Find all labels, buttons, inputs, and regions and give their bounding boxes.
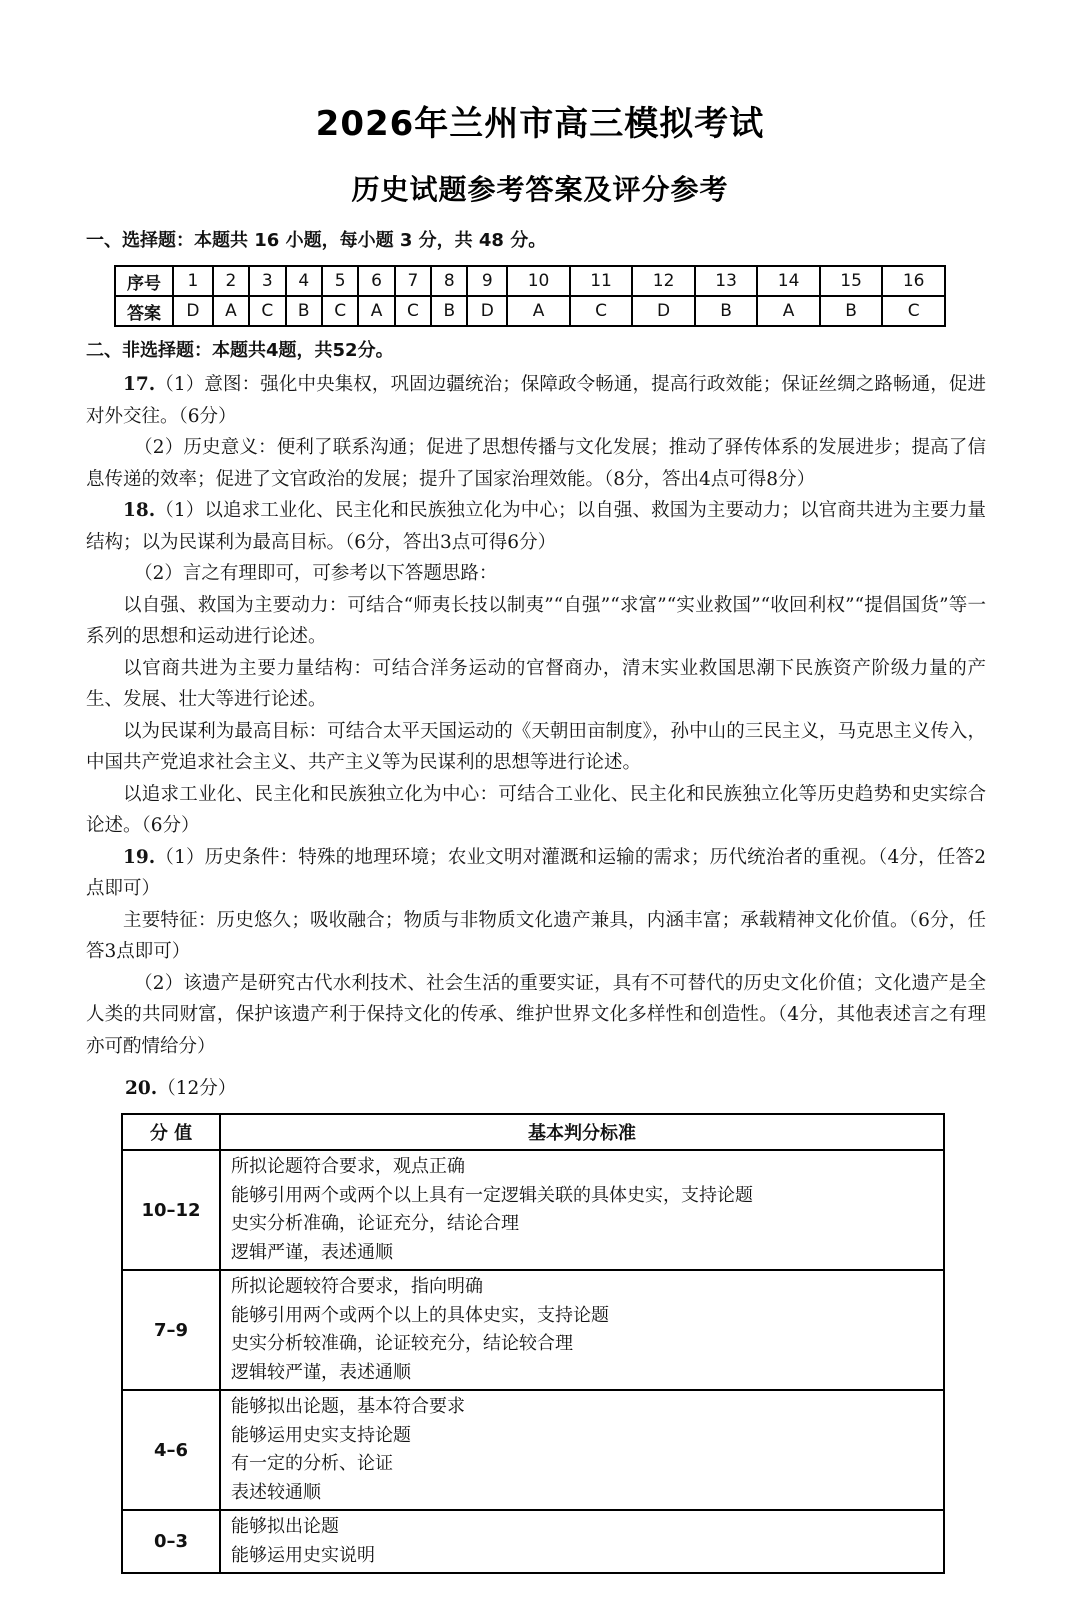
rubric-score: 0–3 bbox=[122, 1510, 220, 1573]
criteria-line: 史实分析准确，论证充分，结论合理 bbox=[231, 1213, 519, 1234]
q20-scoring-rubric-table bbox=[121, 1113, 945, 1574]
rubric-row bbox=[122, 1390, 944, 1510]
question-number: 15 bbox=[820, 266, 883, 296]
criteria-line: 所拟论题较符合要求，指向明确 bbox=[231, 1276, 483, 1297]
rubric-row bbox=[122, 1510, 944, 1573]
q20-heading bbox=[125, 1074, 236, 1100]
question-number: 13 bbox=[695, 266, 758, 296]
question-number: 8 bbox=[431, 266, 467, 296]
rubric-criteria bbox=[220, 1270, 944, 1390]
q19-part1-text: （1）历史条件：特殊的地理环境；农业文明对灌溉和运输的需求；历代统治者的重视。（4分，任答2点即可） bbox=[86, 846, 986, 899]
answer-cell: B bbox=[431, 296, 467, 326]
row-label-number: 序号 bbox=[115, 266, 173, 296]
q18-point-motive: 以自强、救国为主要动力：可结合“师夷长技以制夷”“自强”“求富”“实业救国”“收回利权”“提倡国货”等一系列的思想和运动进行论述。 bbox=[86, 594, 986, 647]
question-number: 11 bbox=[570, 266, 633, 296]
section-1-heading: 一、选择题：本题共 16 小题，每小题 3 分，共 48 分。 bbox=[86, 230, 547, 251]
question-number: 9 bbox=[467, 266, 507, 296]
q19-part2: （2）该遗产是研究古代水利技术、社会生活的重要实证，具有不可替代的历史文化价值；文化遗产是全人类的共同财富，保护该遗产利于保持文化的传承、维护世界文化多样性和创造性。（4分，其他表述言之有理亦可酌情给分） bbox=[86, 972, 986, 1057]
rubric-score: 4–6 bbox=[122, 1390, 220, 1510]
answer-cell: A bbox=[757, 296, 820, 326]
question-number: 1 bbox=[173, 266, 213, 296]
answer-cell: B bbox=[820, 296, 883, 326]
rubric-criteria bbox=[220, 1390, 944, 1510]
criteria-line: 所拟论题符合要求，观点正确 bbox=[231, 1156, 465, 1177]
answer-cell: D bbox=[632, 296, 695, 326]
rubric-score: 10–12 bbox=[122, 1150, 220, 1270]
q19-part1 bbox=[86, 842, 986, 905]
rubric-criteria bbox=[220, 1150, 944, 1270]
q17-part1-text: （1）意图：强化中央集权，巩固边疆统治；保障政令畅通，提高行政效能；保证丝绸之路畅通，促进对外交往。（6分） bbox=[86, 374, 986, 427]
criteria-line: 有一定的分析、论证 bbox=[231, 1453, 393, 1474]
q18-part1 bbox=[86, 495, 986, 558]
rubric-header-criteria: 基本判分标准 bbox=[220, 1114, 944, 1150]
criteria-line: 能够拟出论题，基本符合要求 bbox=[231, 1396, 465, 1417]
question-number: 4 bbox=[286, 266, 322, 296]
q20-points: （12分） bbox=[157, 1078, 237, 1099]
q18-point-center: 以追求工业化、民主化和民族独立化为中心：可结合工业化、民主化和民族独立化等历史趋势和史实综合论述。（6分） bbox=[86, 783, 986, 836]
q19-features: 主要特征：历史悠久；吸收融合；物质与非物质文化遗产兼具，内涵丰富；承载精神文化价值。（6分，任答3点即可） bbox=[86, 909, 986, 962]
q17-number: 17. bbox=[123, 374, 156, 395]
question-number: 3 bbox=[249, 266, 286, 296]
question-number: 2 bbox=[213, 266, 249, 296]
answer-cell: C bbox=[570, 296, 633, 326]
q18-part2: （2）言之有理即可，可参考以下答题思路： bbox=[134, 563, 498, 584]
rubric-header-score: 分 值 bbox=[122, 1114, 220, 1150]
criteria-line: 能够引用两个或两个以上具有一定逻辑关联的具体史实，支持论题 bbox=[231, 1184, 753, 1206]
q18-number: 18. bbox=[123, 500, 156, 521]
page-subtitle: 历史试题参考答案及评分参考 bbox=[351, 173, 729, 206]
question-number: 12 bbox=[632, 266, 695, 296]
rubric-row bbox=[122, 1150, 944, 1270]
criteria-line: 逻辑较严谨，表述通顺 bbox=[231, 1361, 411, 1383]
question-number: 5 bbox=[322, 266, 359, 296]
answer-cell: C bbox=[249, 296, 286, 326]
answer-cell: B bbox=[695, 296, 758, 326]
answer-cell: A bbox=[358, 296, 394, 326]
criteria-line: 能够拟出论题 bbox=[231, 1516, 339, 1537]
q18-point-goal: 以为民谋利为最高目标：可结合太平天国运动的《天朝田亩制度》，孙中山的三民主义，马克思主义传入，中国共产党追求社会主义、共产主义等为民谋利的思想等进行论述。 bbox=[86, 720, 986, 773]
question-number: 16 bbox=[882, 266, 945, 296]
q20-number: 20. bbox=[125, 1078, 158, 1099]
section-2-heading: 二、非选择题：本题共4题，共52分。 bbox=[86, 340, 394, 361]
question-number: 14 bbox=[757, 266, 820, 296]
criteria-line: 逻辑严谨，表述通顺 bbox=[231, 1241, 393, 1263]
rubric-criteria bbox=[220, 1510, 944, 1573]
multiple-choice-answer-table bbox=[114, 265, 946, 327]
question-number: 7 bbox=[395, 266, 432, 296]
criteria-line: 能够运用史实说明 bbox=[231, 1544, 375, 1566]
q17-part2: （2）历史意义：便利了联系沟通；促进了思想传播与文化发展；推动了驿传体系的发展进步；提高了信息传递的效率；促进了文官政治的发展；提升了国家治理效能。（8分，答出4点可得8分） bbox=[86, 437, 986, 490]
q17-part1 bbox=[86, 369, 986, 432]
rubric-header-row bbox=[122, 1114, 944, 1150]
answer-row bbox=[115, 296, 945, 326]
rubric-row bbox=[122, 1270, 944, 1390]
criteria-line: 能够运用史实支持论题 bbox=[231, 1424, 411, 1446]
row-label-answer: 答案 bbox=[115, 296, 173, 326]
criteria-line: 史实分析较准确，论证较充分，结论较合理 bbox=[231, 1333, 573, 1354]
answer-cell: D bbox=[173, 296, 213, 326]
page-title: 2026年兰州市高三模拟考试 bbox=[315, 104, 765, 144]
criteria-line: 表述较通顺 bbox=[231, 1481, 321, 1503]
question-number: 10 bbox=[507, 266, 570, 296]
q18-part1-text: （1）以追求工业化、民主化和民族独立化为中心；以自强、救国为主要动力；以官商共进为主要力量结构；以为民谋利为最高目标。（6分，答出3点可得6分） bbox=[86, 500, 986, 553]
question-number-row bbox=[115, 266, 945, 296]
criteria-line: 能够引用两个或两个以上的具体史实，支持论题 bbox=[231, 1304, 609, 1326]
answer-cell: A bbox=[507, 296, 570, 326]
answer-cell: B bbox=[286, 296, 322, 326]
answer-cell: D bbox=[467, 296, 507, 326]
q18-point-structure: 以官商共进为主要力量结构：可结合洋务运动的官督商办，清末实业救国思潮下民族资产阶级力量的产生、发展、壮大等进行论述。 bbox=[86, 657, 986, 710]
answer-cell: A bbox=[213, 296, 249, 326]
answer-cell: C bbox=[322, 296, 359, 326]
answer-cell: C bbox=[882, 296, 945, 326]
free-response-answers bbox=[86, 369, 986, 1062]
q19-number: 19. bbox=[123, 846, 156, 868]
question-number: 6 bbox=[358, 266, 394, 296]
rubric-score: 7–9 bbox=[122, 1270, 220, 1390]
answer-cell: C bbox=[395, 296, 432, 326]
